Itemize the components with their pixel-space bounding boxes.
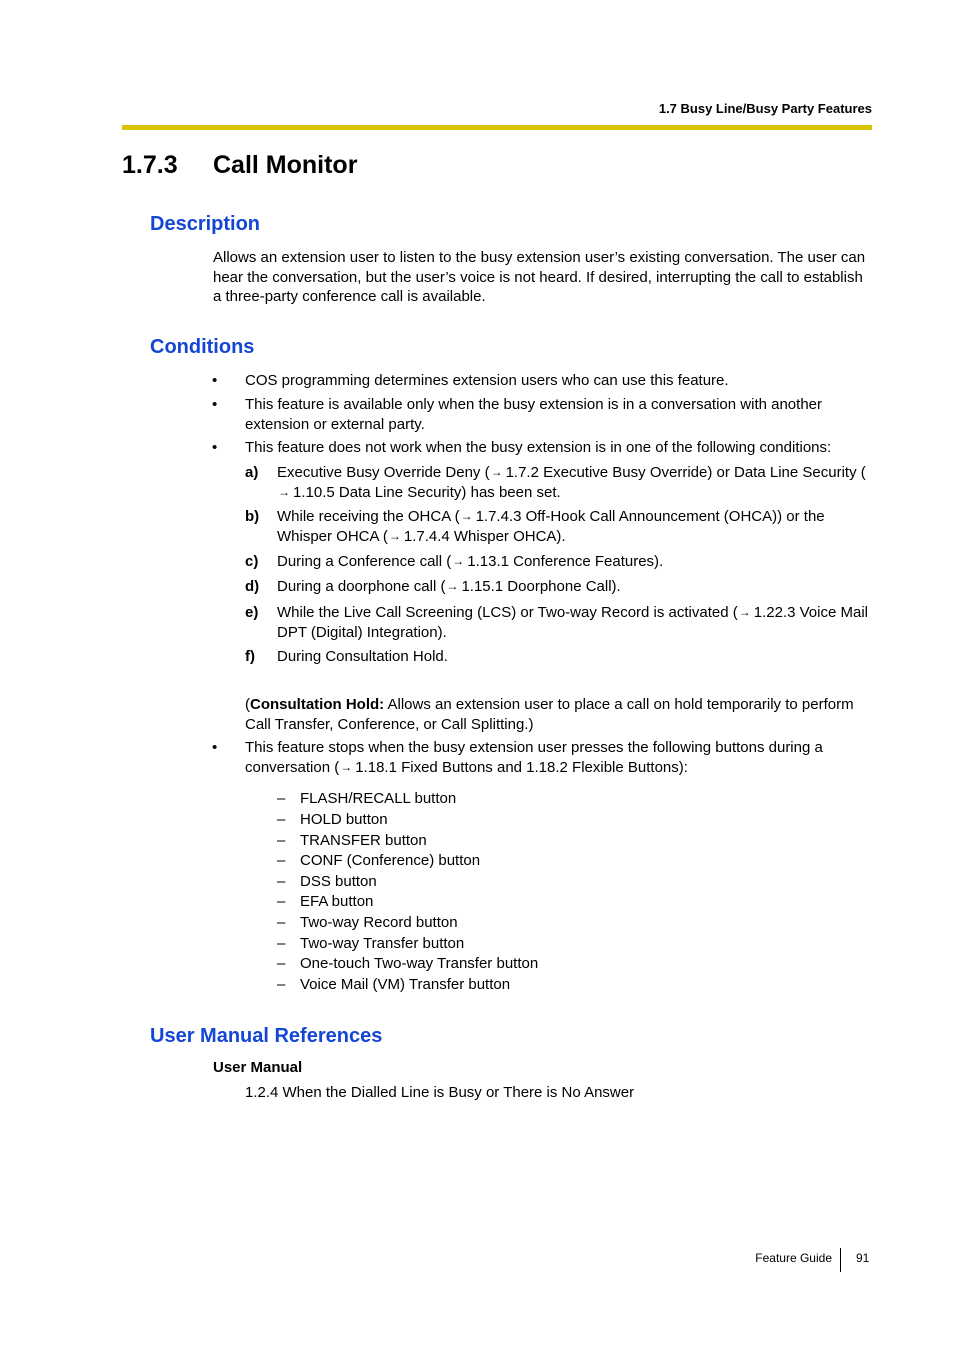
bullet-marker: •	[212, 739, 218, 756]
condition-item-b: While receiving the OHCA (→ 1.7.4.3 Off-Hook Call Announcement (OHCA)) or the Whisper OHCA (→ 1.7.4.4 Whisper OHCA).	[277, 508, 825, 545]
bullet-marker: •	[212, 372, 218, 389]
condition-item-c: During a Conference call (→ 1.13.1 Conference Features).	[277, 553, 664, 570]
button-list-item: One-touch Two-way Transfer button	[300, 955, 539, 972]
arrow-icon: →	[452, 554, 465, 568]
dash-marker: –	[277, 873, 286, 890]
section-number: 1.7.3	[122, 151, 178, 179]
note-term: Consultation Hold:	[250, 696, 385, 713]
item-letter: a)	[245, 464, 259, 481]
condition-item-d: During a doorphone call (→ 1.15.1 Doorphone Call).	[277, 578, 621, 595]
consultation-hold-note: (Consultation Hold: Allows an extension user to place a call on hold temporarily to perform Call Transfer, Conference, or Call Splitting.)	[245, 696, 854, 733]
dash-marker: –	[277, 852, 286, 869]
arrow-icon: →	[340, 759, 353, 774]
manual-reference: 1.2.4 When the Dialled Line is Busy or There is No Answer	[245, 1084, 635, 1101]
dash-marker: –	[277, 955, 286, 972]
condition-bullet-2: This feature is available only when the busy extension is in a conversation with another extension or external party.	[245, 396, 822, 433]
cross-reference: 1.7.4.4 Whisper OHCA).	[403, 527, 566, 545]
page-title	[122, 151, 357, 180]
cross-reference: 1.7.2 Executive Busy Override) or Data Line Security (	[505, 464, 866, 481]
section-title: Call Monitor	[213, 151, 358, 179]
dash-marker: –	[277, 935, 286, 952]
condition-item-f: During Consultation Hold.	[277, 648, 448, 665]
button-list-item: Two-way Transfer button	[300, 935, 465, 952]
bullet-marker: •	[212, 396, 218, 413]
condition-bullet-3: This feature does not work when the busy extension is in one of the following conditions:	[245, 439, 832, 456]
arrow-icon: →	[460, 509, 473, 523]
conditions-heading: Conditions	[150, 336, 255, 358]
cross-reference: 1.22.3 Voice Mail DPT (Digital) Integration).	[277, 604, 868, 641]
condition-bullet-4: This feature stops when the busy extension user presses the following buttons during a conversation (→ 1.18.1 Fixed Buttons and 1.18.2 Flexible Buttons):	[245, 739, 823, 776]
cross-reference: 1.15.1 Doorphone Call).	[461, 578, 621, 595]
references-heading: User Manual References	[150, 1025, 383, 1047]
condition-bullet-1: COS programming determines extension users who can use this feature.	[245, 372, 729, 389]
footer-label: Feature Guide	[755, 1251, 832, 1265]
dash-marker: –	[277, 914, 286, 931]
header-rule	[122, 125, 872, 130]
arrow-icon: →	[278, 484, 290, 499]
description-text: Allows an extension user to listen to the busy extension user’s existing conversation. The user can hear the conversation, but the user’s voice is not heard. If desired, interrupting the call to establish a three-party conference call is available.	[213, 249, 866, 306]
button-list-item: DSS button	[300, 873, 377, 890]
item-letter: e)	[245, 604, 259, 621]
dash-marker: –	[277, 976, 286, 993]
running-header: 1.7 Busy Line/Busy Party Features	[658, 101, 872, 116]
button-list-item: EFA button	[300, 893, 374, 910]
cross-reference: 1.18.1 Fixed Buttons and 1.18.2 Flexible Buttons):	[355, 758, 688, 776]
cross-reference: 1.10.5 Data Line Security) has been set.	[293, 483, 561, 501]
button-list-item: Voice Mail (VM) Transfer button	[300, 976, 511, 993]
manual-title: User Manual	[213, 1059, 303, 1076]
dash-marker: –	[277, 790, 286, 807]
bullet-marker: •	[212, 439, 218, 456]
button-list-item: TRANSFER button	[300, 832, 427, 849]
item-letter: b)	[245, 508, 260, 525]
arrow-icon: →	[490, 465, 503, 479]
cross-reference: 1.13.1 Conference Features).	[467, 553, 664, 570]
cross-reference: 1.7.4.3 Off-Hook Call Announcement (OHCA)) or the Whisper OHCA (	[277, 508, 825, 545]
button-list-item: FLASH/RECALL button	[300, 790, 457, 807]
arrow-icon: →	[388, 528, 401, 543]
condition-item-a: Executive Busy Override Deny (→ 1.7.2 Executive Busy Override) or Data Line Security (→ 1.10.5 Data Line Security) has been set.	[277, 464, 866, 501]
dash-marker: –	[277, 811, 286, 828]
description-heading: Description	[150, 213, 261, 235]
button-list-item: HOLD button	[300, 811, 388, 828]
page-number: 91	[856, 1251, 870, 1265]
condition-item-e: While the Live Call Screening (LCS) or Two-way Record is activated (→ 1.22.3 Voice Mail DPT (Digital) Integration).	[277, 604, 868, 641]
button-list-item: CONF (Conference) button	[300, 852, 481, 869]
button-list-item: Two-way Record button	[300, 914, 458, 931]
footer-divider	[840, 1248, 841, 1272]
dash-marker: –	[277, 832, 286, 849]
arrow-icon: →	[446, 579, 459, 593]
arrow-icon: →	[738, 605, 751, 619]
item-letter: f)	[245, 648, 255, 665]
item-letter: d)	[245, 578, 260, 595]
item-letter: c)	[245, 553, 259, 570]
dash-marker: –	[277, 893, 286, 910]
